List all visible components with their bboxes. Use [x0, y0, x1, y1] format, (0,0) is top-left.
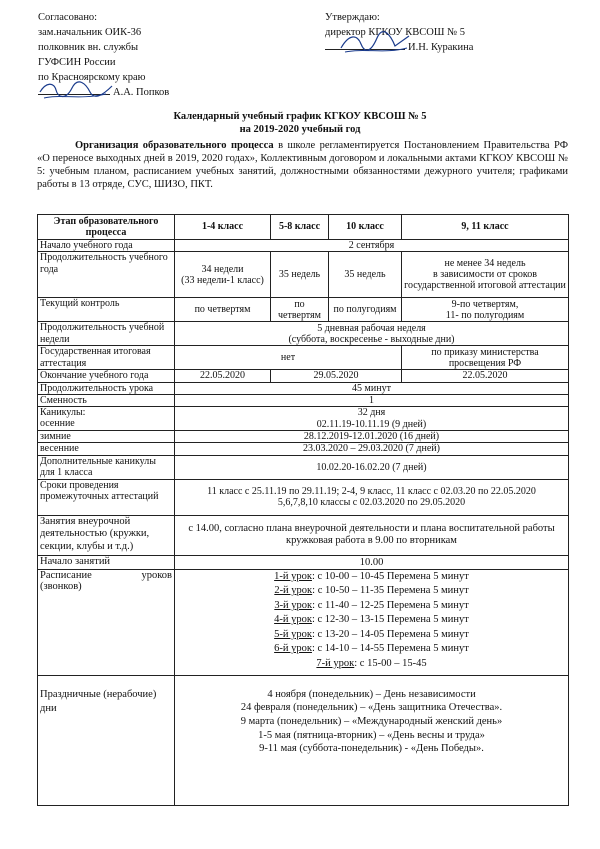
approver-position: директор КГКОУ КВСОШ № 5: [325, 27, 465, 38]
row-label: Продолжительность урока: [38, 382, 175, 394]
cell-value: по четвертям: [271, 298, 329, 322]
lesson-row: [177, 628, 566, 643]
approver-org: ГУФСИН России: [38, 57, 116, 68]
cell-value: 28.12.2019-12.01.2020 (16 дней): [175, 431, 569, 443]
schedule-label-b: уроков: [141, 569, 172, 581]
document-title: [0, 110, 600, 136]
schedule-label-a: Расписание: [40, 569, 92, 581]
table-row: [38, 382, 569, 394]
row-label: Продолжительность учебного года: [38, 252, 175, 298]
approver-rank: полковник вн. службы: [38, 42, 139, 53]
holiday-item: 9-11 мая (суббота-понедельник) - «День Победы».: [259, 743, 484, 755]
autumn-dates: 02.11.19-10.11.19 (9 дней): [316, 418, 427, 430]
row-label: Продолжительность учебной недели: [38, 322, 175, 346]
extracurricular-line: кружковая работа в 9.00 по вторникам: [286, 535, 457, 547]
attestation-line: 5,6,7,8,10 классы с 02.03.2020 по 29.05.2020: [277, 497, 466, 509]
intro-paragraph: [37, 139, 568, 191]
lesson-row: [177, 613, 566, 628]
approval-heading: Согласовано:: [38, 12, 98, 23]
approver-name: А.А. Попков: [113, 87, 170, 98]
autumn-days: 32 дня: [357, 407, 386, 419]
table-row: [38, 240, 569, 252]
table-row: [38, 252, 569, 298]
lesson-row: [177, 657, 566, 672]
autumn-label: осенние: [40, 418, 75, 430]
cell-value: 5 дневная рабочая неделя (суббота, воскресенье - выходные дни): [175, 322, 569, 346]
schedule-table: [37, 214, 569, 806]
table-row: [38, 455, 569, 479]
header-grade-5-8: 5-8 класс: [271, 215, 329, 240]
cell-value: по приказу министерства просвещения РФ: [402, 346, 569, 370]
lesson-number: 2-й урок: [274, 585, 313, 597]
cell-value: по четвертям: [175, 298, 271, 322]
lessons-cell: [175, 569, 569, 675]
approval-heading: Утверждаю:: [325, 12, 380, 23]
cell-value: 2 сентября: [175, 240, 569, 252]
row-label: зимние: [38, 431, 175, 443]
cell-value: 22.05.2020: [402, 370, 569, 382]
table-row: [38, 394, 569, 406]
header-grade-10: 10 класс: [329, 215, 402, 240]
cell-value: 29.05.2020: [271, 370, 402, 382]
approver-position: зам.начальник ОИК-36: [38, 27, 142, 38]
cell-value: [175, 515, 569, 555]
intro-text: в школе регламентируется Постановлением Правительства РФ «О переносе выходных дней в 2019, 2020 годах», Коллективным договором и локальными актами КГКОУ КВСОШ № 5: учебным планом, расписанием учебных занятий, должностными обязанностями дежурного учителя; графиками работы в 13 отряде, СУС, ШИЗО, ПКТ.: [37, 140, 568, 190]
row-label: Текущий контроль: [38, 298, 175, 322]
schedule-label-c: (звонков): [40, 581, 82, 593]
approver-name: И.Н. Куракина: [408, 42, 474, 53]
holiday-item: 24 февраля (понедельник) – «День защитника Отечества».: [240, 702, 503, 714]
cell-value: 45 минут: [175, 382, 569, 394]
cell-value: нет: [175, 346, 402, 370]
table-row: [38, 346, 569, 370]
row-label: Государственная итоговая аттестация: [38, 346, 175, 370]
cell-value: не менее 34 недель в зависимости от сроков государственной итоговой аттестации: [402, 252, 569, 298]
header-grade-1-4: 1-4 класс: [175, 215, 271, 240]
table-row: [38, 555, 569, 569]
row-label: Сменность: [38, 394, 175, 406]
cell-value: 22.05.2020: [175, 370, 271, 382]
table-row: [38, 675, 569, 805]
row-label: Праздничные (нерабочие) дни: [38, 675, 175, 805]
row-label: весенние: [38, 443, 175, 455]
table-row: [38, 298, 569, 322]
cell-value: 35 недель: [329, 252, 402, 298]
cell-value: 10.02.20-16.02.20 (7 дней): [175, 455, 569, 479]
cell-value: по полугодиям: [329, 298, 402, 322]
cell-value: 23.03.2020 – 29.03.2020 (7 дней): [175, 443, 569, 455]
lesson-number: 7-й урок: [316, 657, 355, 669]
lesson-row: [177, 599, 566, 614]
cell-value: 9-по четвертям, 11- по полугодиям: [402, 298, 569, 322]
lesson-number: 4-й урок: [274, 614, 312, 626]
row-label: Начало занятий: [38, 555, 175, 569]
table-row: [38, 407, 569, 431]
lesson-number: 3-й урок: [274, 599, 313, 611]
table-row: [38, 515, 569, 555]
lesson-time: : с 10-50 – 11-35 Перемена 5 минут: [312, 585, 469, 597]
row-label: Сроки проведения промежуточных аттестаций: [38, 479, 175, 515]
lesson-row: [177, 584, 566, 599]
cell-value: 10.00: [175, 555, 569, 569]
cell-value: 35 недель: [271, 252, 329, 298]
lesson-time: : с 10-00 – 10-45 Перемена 5 минут: [311, 570, 469, 582]
table-row: [38, 479, 569, 515]
row-label: Дополнительные каникулы для 1 класса: [38, 455, 175, 479]
cell-value: 34 недели (33 недели-1 класс): [175, 252, 271, 298]
lesson-number: 6-й урок: [274, 643, 312, 655]
schedule-label: [40, 570, 172, 581]
title-line: Календарный учебный график КГКОУ КВСОШ № 5: [173, 111, 427, 122]
lesson-time: : с 13-20 – 14-05 Перемена 5 минут: [311, 628, 469, 640]
cell-value: [175, 407, 569, 431]
table-header-row: [38, 215, 569, 240]
header-stage: Этап образовательного процесса: [38, 215, 175, 240]
row-label: Занятия внеурочной деятельностью (кружки, секции, клубы и т.д.): [38, 515, 175, 555]
holiday-item: 9 марта (понедельник) – «Международный женский день»: [240, 715, 503, 727]
approver-region: по Красноярскому краю: [38, 72, 146, 83]
header-grade-9-11: 9, 11 класс: [402, 215, 569, 240]
holiday-item: 4 ноября (понедельник) – День независимости: [267, 688, 476, 700]
lesson-number: 5-й урок: [274, 628, 312, 640]
handwritten-signature-left: [36, 78, 116, 106]
table-row: [38, 569, 569, 675]
lesson-time: : с 12-30 – 13-15 Перемена 5 минут: [311, 614, 469, 626]
row-label: [38, 569, 175, 675]
lesson-row: [177, 570, 566, 585]
lesson-time: : с 14-10 – 14-55 Перемена 5 минут: [311, 643, 469, 655]
row-label: Окончание учебного года: [38, 370, 175, 382]
title-year: на 2019-2020 учебный год: [239, 124, 361, 135]
extracurricular-line: с 14.00, согласно плана внеурочной деятельности и плана воспитательной работы: [188, 522, 555, 534]
row-label: [38, 407, 175, 431]
holidays-label: Каникулы:: [40, 407, 86, 419]
table-row: [38, 443, 569, 455]
lesson-row: [177, 642, 566, 657]
row-label: Начало учебного года: [38, 240, 175, 252]
attestation-line: 11 класс с 25.11.19 по 29.11.19; 2-4, 9 класс, 11 класс с 02.03.20 по 22.05.2020: [207, 485, 536, 497]
table-row: [38, 431, 569, 443]
lesson-time: : с 11-40 – 12-25 Перемена 5 минут: [312, 599, 469, 611]
handwritten-signature-right: [335, 30, 415, 56]
lesson-number: 1-й урок: [274, 570, 312, 582]
table-row: [38, 370, 569, 382]
intro-bold: Организация образовательного процесса: [75, 140, 274, 151]
lesson-time: : с 15-00 – 15-45: [354, 657, 427, 669]
festive-cell: [175, 675, 569, 805]
holiday-item: 1-5 мая (пятница-вторник) – «День весны и труда»: [258, 729, 485, 741]
cell-value: [175, 479, 569, 515]
table-row: [38, 322, 569, 346]
cell-value: 1: [175, 394, 569, 406]
